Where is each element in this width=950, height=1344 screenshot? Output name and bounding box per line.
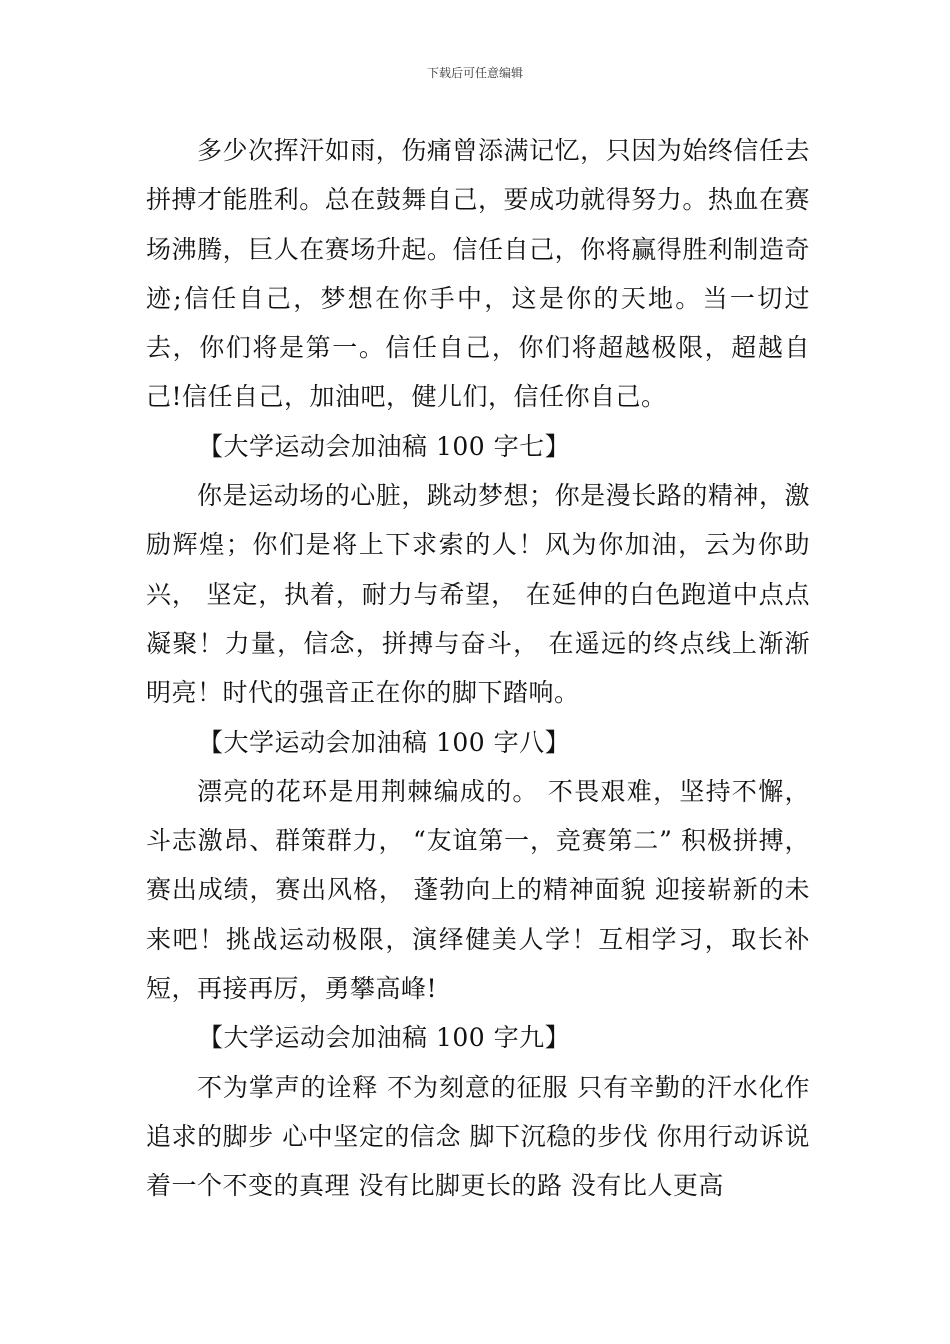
section-heading-9: 【大学运动会加油稿 100 字九】 (198, 1023, 571, 1053)
paragraph-3: 漂亮的花环是用荆棘编成的。 不畏艰难，坚持不懈，斗志激昂、群策群力， “友谊第一，竞赛第二” 积极拼搏，赛出成绩，赛出风格， 蓬勃向上的精神面貌 迎接崭新的未来吧！挑战运动极限，演绎健美人学！互相学习，取长补短，再接再厉，勇攀高峰! (146, 776, 810, 1004)
paragraph-2: 你是运动场的心脏，跳动梦想；你是漫长路的精神，激励辉煌；你们是将上下求索的人！风为你加油，云为你助兴， 坚定，执着，耐力与希望， 在延伸的白色跑道中点点凝聚！力量，信念，拼搏与奋斗， 在遥远的终点线上渐渐明亮！时代的强音正在你的脚下踏响。 (146, 481, 810, 708)
page-header-note: 下载后可任意编辑 (426, 66, 523, 80)
section-heading-8: 【大学运动会加油稿 100 字八】 (198, 727, 571, 757)
paragraph-1: 多少次挥汗如雨，伤痛曾添满记忆，只因为始终信任去拼搏才能胜利。总在鼓舞自己，要成功就得努力。热血在赛场沸腾，巨人在赛场升起。信任自己，你将赢得胜利制造奇迹;信任自己，梦想在你手中，这是你的天地。当一切过去，你们将是第一。信任自己，你们将超越极限，超越自己!信任自己，加油吧，健儿们，信任你自己。 (146, 136, 810, 412)
paragraph-4: 不为掌声的诠释 不为刻意的征服 只有辛勤的汗水化作追求的脚步 心中坚定的信念 脚下沉稳的步伐 你用行动诉说着一个不变的真理 没有比脚更长的路 没有比人更高 (146, 1072, 810, 1201)
section-heading-7: 【大学运动会加油稿 100 字七】 (198, 431, 571, 461)
document-body (146, 126, 810, 1211)
